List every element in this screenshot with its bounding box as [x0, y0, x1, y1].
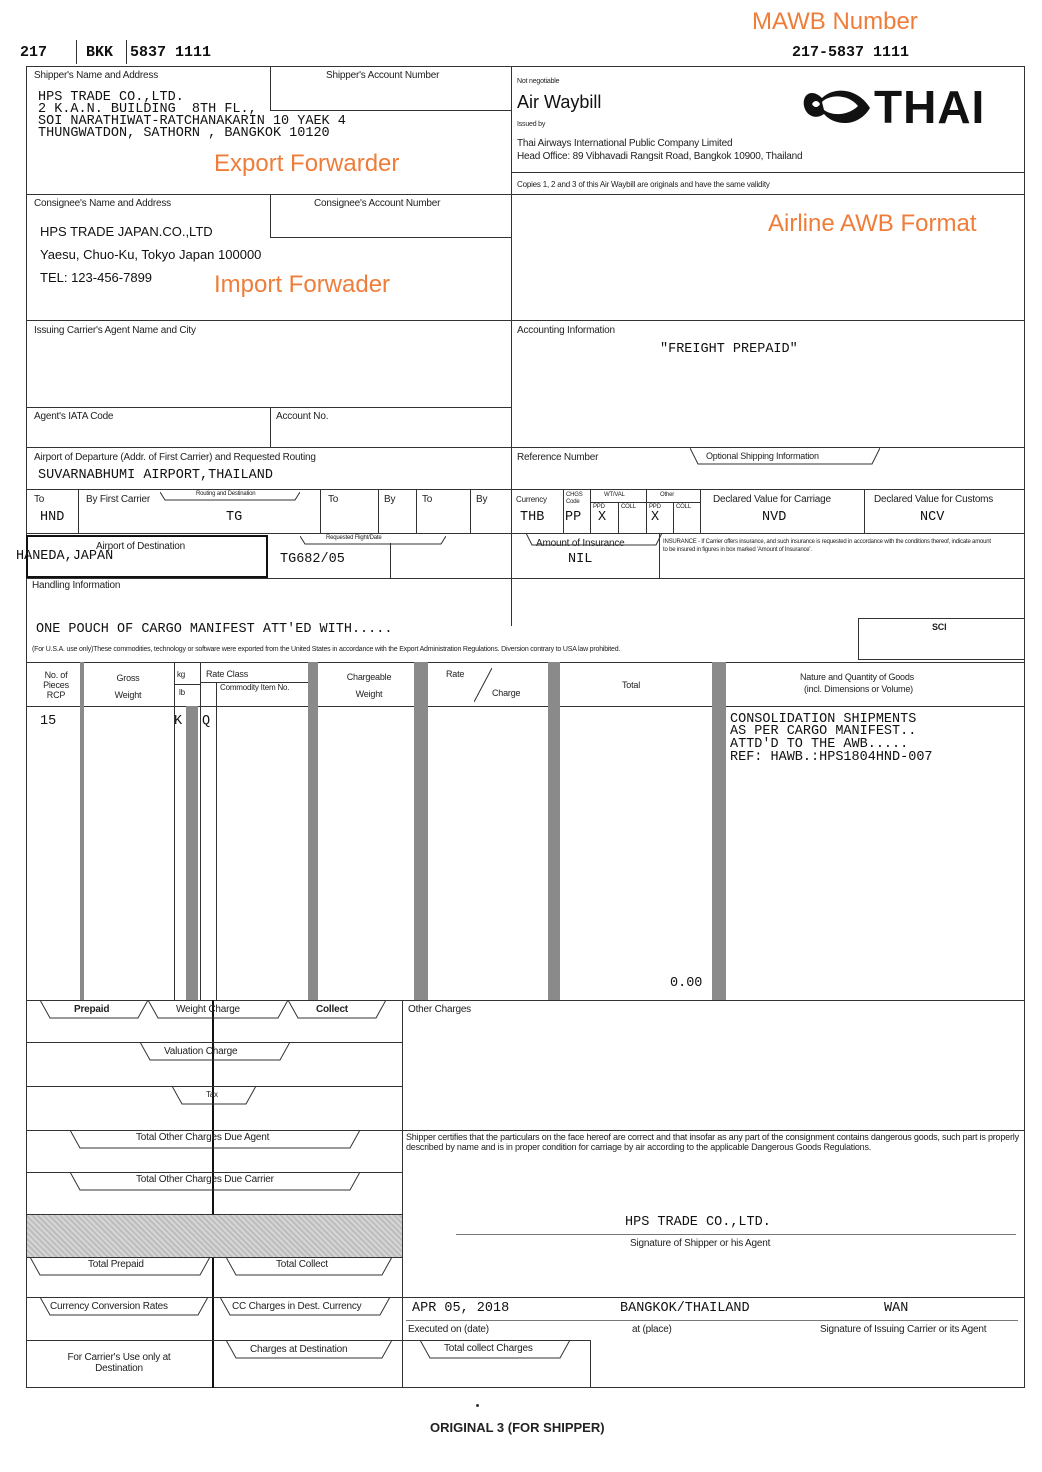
rate-charge-slash	[474, 666, 492, 704]
by3-label: By	[476, 494, 488, 505]
cur-div-5	[864, 489, 865, 533]
currency-value: THB	[520, 510, 545, 525]
optional-shipping-label: Optional Shipping Information	[706, 451, 819, 461]
airline-prefix: 217	[20, 44, 48, 61]
conversion-label: Currency Conversion Rates	[50, 1301, 168, 1312]
shaded-area	[27, 1215, 402, 1257]
grey-col-2	[186, 706, 198, 1000]
departure-value: SUVARNABHUMI AIRPORT,THAILAND	[38, 468, 273, 483]
accounting-value: "FREIGHT PREPAID"	[660, 342, 798, 357]
nature-line-3: ATTD'D TO THE AWB.....	[730, 737, 909, 752]
carrier-head-office: Head Office: 89 Vibhavadi Rangsit Road, Bangkok 10900, Thailand	[517, 151, 803, 162]
thai-logo-icon	[800, 80, 874, 134]
original-label: ORIGINAL 3 (FOR SHIPPER)	[430, 1420, 605, 1435]
wt-prepaid-mark: X	[598, 510, 607, 525]
to3-label: To	[422, 494, 433, 505]
cur-div-1	[563, 489, 564, 533]
cur-sub-1	[618, 502, 619, 533]
routing-dest-label: Routing and Destination	[196, 491, 256, 497]
by2-label: By	[384, 494, 396, 505]
charges-right-divider	[402, 1000, 403, 1388]
total-other-carrier-label: Total Other Charges Due Carrier	[136, 1174, 274, 1185]
shipper-line-1: HPS TRADE CO.,LTD.	[38, 90, 184, 105]
shipper-signature: HPS TRADE CO.,LTD.	[625, 1215, 771, 1230]
shipper-line-2: 2 K.A.N. BUILDING 8TH FL.,	[38, 102, 257, 117]
center-divider	[511, 66, 512, 626]
copies-line-top	[511, 172, 1025, 173]
charge-label: Charge	[492, 688, 521, 698]
account-no-label: Account No.	[276, 411, 329, 422]
departure-label: Airport of Departure (Addr. of First Carrier) and Requested Routing	[34, 452, 316, 463]
flight-divider	[390, 543, 391, 578]
certification-text: Shipper certifies that the particulars on the face hereof are correct and that insofar as any part of the consignment contains dangerous goods, such part is properly described by name and is in proper condition for carriage by air according to the applicable Dangerous Goods Regulations.	[406, 1132, 1019, 1152]
declared-customs-label: Declared Value for Customs	[874, 494, 994, 505]
iata-divider	[270, 407, 271, 447]
cur-div-2	[590, 489, 591, 533]
awb-serial: 5837 1111	[130, 44, 212, 61]
collect-label: Collect	[316, 1004, 348, 1015]
commodity-label: Commodity Item No.	[220, 683, 290, 692]
total-prepaid-label: Total Prepaid	[88, 1259, 144, 1270]
executed-date: APR 05, 2018	[412, 1301, 510, 1316]
destination-label: Airport of Destination	[96, 541, 185, 552]
consignee-acct-line	[270, 237, 511, 238]
consignee-acct-divider	[270, 194, 271, 238]
executed-on-label: Executed on (date)	[408, 1324, 489, 1335]
header-divider-1	[76, 40, 77, 64]
route-div-2	[320, 489, 321, 533]
airline-format-annotation: Airline AWB Format	[768, 210, 977, 237]
commodity-divider	[216, 682, 217, 1000]
pieces-label: No. of Pieces RCP	[43, 670, 69, 700]
carrier-value: TG	[226, 510, 243, 525]
insurance-label: Amount of Insurance	[536, 538, 625, 549]
consignee-top-line	[26, 194, 511, 195]
consignee-line-2: Yaesu, Chuo-Ku, Tokyo Japan 100000	[40, 247, 262, 262]
iata-label: Agent's IATA Code	[34, 411, 114, 422]
rate-class-divider	[200, 662, 201, 1000]
route-div-4	[416, 489, 417, 533]
header-divider-2	[126, 40, 127, 64]
sci-label: SCI	[932, 622, 947, 632]
grey-col-4	[414, 662, 428, 1000]
nature-label: Nature and Quantity of Goods	[800, 672, 914, 682]
valuation-charge-label: Valuation Charge	[164, 1046, 238, 1057]
chargeable-weight-label: Chargeable Weight	[346, 672, 392, 699]
nature-line-4: REF: HAWB.:HPS1804HND-007	[730, 750, 933, 765]
total-other-agent-label: Total Other Charges Due Agent	[136, 1132, 270, 1143]
to-value: HND	[40, 510, 65, 525]
rate-class-value: Q	[202, 714, 211, 729]
grey-col-5	[548, 662, 560, 1000]
handling-value: ONE POUCH OF CARGO MANIFEST ATT'ED WITH.....	[36, 622, 393, 637]
nature-line-2: AS PER CARGO MANIFEST..	[730, 724, 917, 739]
handling-top-line	[26, 578, 1025, 579]
total-value: 0.00	[670, 976, 703, 991]
gross-weight-label: Gross Weight	[114, 673, 142, 700]
rate-label: Rate	[446, 669, 465, 679]
grey-col-6	[712, 662, 726, 1000]
iata-top-line	[26, 407, 511, 408]
copies-line-bottom	[511, 194, 1025, 195]
export-note: (For U.S.A. use only)These commodities, technology or software were exported from the United States in accordance with the Export Administration Regulations. Diversion contrary to USA law prohibited.	[32, 646, 621, 653]
insurance-divider	[659, 533, 660, 578]
rate-class-label: Rate Class	[206, 669, 249, 679]
cc-charges-label: CC Charges in Dest. Currency	[232, 1301, 362, 1312]
grey-col-1	[80, 662, 84, 1000]
issuer-signature: WAN	[884, 1301, 909, 1316]
coll-label: COLL	[621, 504, 636, 510]
flight-date-label: Requested Flight/Date	[326, 535, 382, 541]
mawb-annotation: MAWB Number	[752, 8, 918, 35]
executed-sig-line	[406, 1320, 1018, 1321]
goods-header-line	[26, 706, 1025, 707]
other-label: Other	[660, 492, 675, 498]
cur-sub-line	[590, 502, 700, 503]
wtval-label: WT/VAL	[604, 492, 625, 498]
handling-label: Handling Information	[32, 580, 121, 591]
copies-note: Copies 1, 2 and 3 of this Air Waybill are originals and have the same validity	[517, 180, 770, 189]
shipper-line-3: SOI NARATHIWAT-RATCHANAKARIN 10 YAEK 4	[38, 114, 346, 129]
ppd2-label: PPD	[649, 504, 661, 510]
goods-top-line	[26, 662, 1025, 663]
kg-value: K	[174, 714, 183, 729]
to-label: To	[34, 494, 45, 505]
declared-carriage-value: NVD	[762, 510, 787, 525]
declared-customs-value: NCV	[920, 510, 945, 525]
currency-label: Currency	[516, 495, 547, 504]
tax-label: Tax	[206, 1090, 218, 1099]
ppd-label: PPD	[593, 504, 605, 510]
pieces-value: 15	[40, 714, 57, 729]
shipper-acct-line	[270, 110, 511, 111]
reference-label: Reference Number	[517, 452, 599, 463]
shipper-sig-label: Signature of Shipper or his Agent	[630, 1238, 771, 1249]
route-div-5	[470, 489, 471, 533]
kg-divider	[174, 662, 175, 1000]
shipper-sig-line	[456, 1234, 1016, 1235]
cur-sub-2	[673, 502, 674, 533]
nature-line-1: CONSOLIDATION SHIPMENTS	[730, 712, 917, 727]
doc-title: Air Waybill	[517, 92, 602, 112]
consignee-line-1: HPS TRADE JAPAN.CO.,LTD	[40, 224, 213, 239]
accounting-label: Accounting Information	[517, 325, 615, 336]
footer-dot	[476, 1404, 479, 1407]
shipper-account-label: Shipper's Account Number	[326, 70, 440, 81]
consignee-line-3: TEL: 123-456-7899	[40, 270, 153, 285]
other-prepaid-mark: X	[651, 510, 660, 525]
shipper-label: Shipper's Name and Address	[34, 70, 159, 81]
kg-lb-line	[174, 684, 200, 685]
import-forwarder-annotation: Import Forwader	[214, 271, 391, 298]
weight-charge-label: Weight Charge	[176, 1004, 240, 1015]
to2-label: To	[328, 494, 339, 505]
consignee-label: Consignee's Name and Address	[34, 198, 171, 209]
chgs-value: PP	[565, 510, 582, 525]
declared-carriage-label: Declared Value for Carriage	[713, 494, 831, 505]
not-negotiable: Not negotiable	[517, 78, 560, 85]
carrier-company: Thai Airways International Public Company Limited	[517, 138, 733, 149]
shipper-acct-divider	[270, 66, 271, 110]
route-div-3	[378, 489, 379, 533]
cur-div-4	[700, 489, 701, 533]
insurance-value: NIL	[568, 552, 593, 567]
insurance-bracket	[526, 533, 662, 547]
total-collect-charges-label: Total collect Charges	[444, 1343, 533, 1354]
route-div-1	[78, 489, 79, 533]
shipper-line-4: THUNGWATDON, SATHORN , BANGKOK 10120	[38, 126, 330, 141]
chgs-code-label: CHGS Code	[566, 492, 583, 505]
flight-value: TG682/05	[280, 552, 345, 567]
flight-bracket	[300, 533, 446, 543]
total-label: Total	[622, 680, 641, 690]
agent-label: Issuing Carrier's Agent Name and City	[34, 325, 196, 336]
issuer-sig-label: Signature of Issuing Carrier or its Agent	[820, 1324, 987, 1335]
kg-label: kg	[177, 670, 186, 679]
first-carrier-label: By First Carrier	[86, 494, 151, 505]
executed-top-line	[402, 1297, 1025, 1298]
issued-by: Issued by	[517, 121, 546, 128]
total-collect-label: Total Collect	[276, 1259, 328, 1270]
collect-charges-divider	[590, 1340, 591, 1388]
thai-logo-text: THAI	[874, 81, 986, 133]
prepaid-label: Prepaid	[74, 1004, 110, 1015]
origin-code: BKK	[86, 44, 114, 61]
mawb-number: 217-5837 1111	[792, 44, 910, 61]
executed-place: BANGKOK/THAILAND	[620, 1301, 750, 1316]
currency-top-line	[511, 489, 1025, 490]
consignee-account-label: Consignee's Account Number	[314, 198, 441, 209]
nature-sub-label: (incl. Dimensions or Volume)	[804, 684, 913, 694]
at-place-label: at (place)	[632, 1324, 672, 1335]
insurance-note: INSURANCE - If Carrier offers insurance, and such insurance is requested in accordance with the conditions thereof, indicate amount to be insured in figures in box marked 'Amount of Insurance'.	[663, 539, 991, 553]
carrier-use-label: For Carrier's Use only at Destination	[67, 1352, 171, 1374]
routing-bracket	[160, 489, 300, 499]
cur-div-3	[646, 489, 647, 533]
other-charges-label: Other Charges	[408, 1004, 471, 1015]
export-forwarder-annotation: Export Forwarder	[214, 150, 400, 177]
destination-value: HANEDA,JAPAN	[16, 549, 114, 564]
charges-dest-label: Charges at Destination	[250, 1344, 348, 1355]
grey-col-3	[308, 662, 318, 1000]
lb-label: lb	[179, 688, 185, 697]
optional-shipping-bracket	[690, 448, 880, 466]
agent-top-line	[26, 320, 1025, 321]
coll2-label: COLL	[676, 504, 691, 510]
